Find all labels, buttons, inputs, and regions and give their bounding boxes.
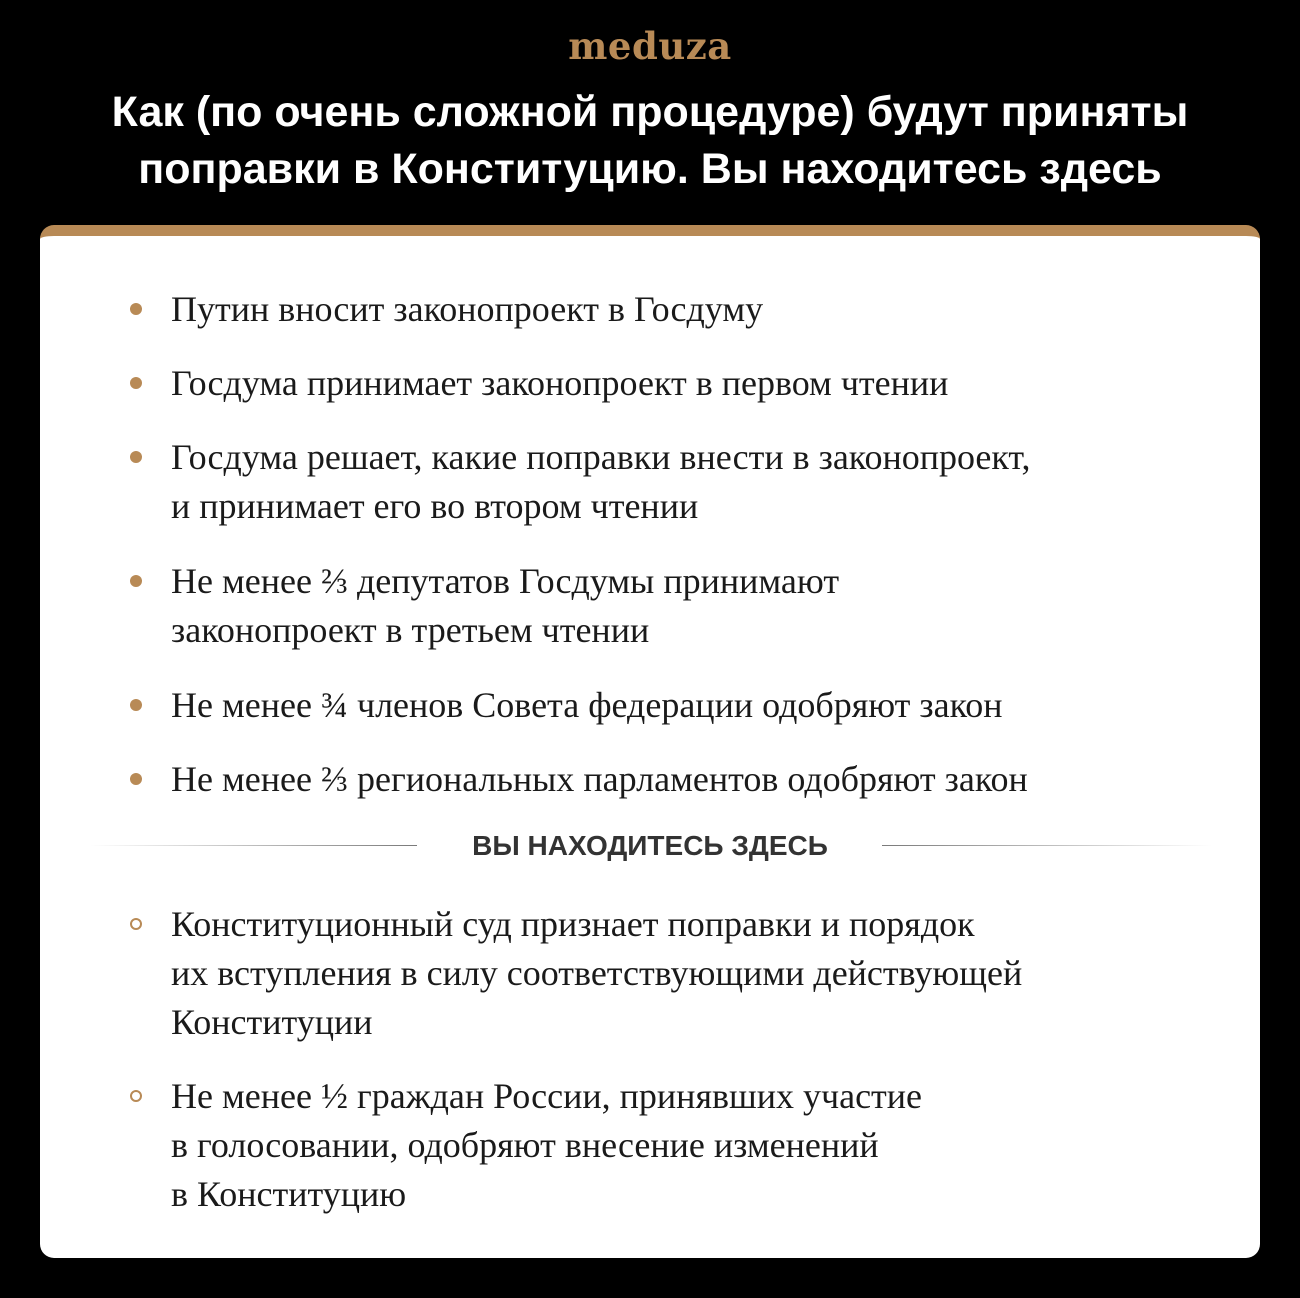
filled-bullet-icon — [130, 451, 142, 463]
divider-line-right — [882, 845, 1212, 846]
step-text: Госдума принимает законопроект в первом чтении — [171, 363, 949, 403]
step-text: Не менее ⅔ региональных парламентов одобряют закон — [171, 759, 1028, 799]
meduza-logo: meduza — [568, 24, 732, 68]
step-text: Не менее ⅔ депутатов Госдумы принимают законопроект в третьем чтении — [171, 561, 840, 650]
step-text: Госдума решает, какие поправки внести в законопроект, и принимает его во втором чтении — [171, 437, 1031, 526]
step-text: Не менее ½ граждан России, принявших участие в голосовании, одобряют внесение изменений в Конституцию — [171, 1076, 923, 1214]
step-text: Конституционный суд признает поправки и порядок их вступления в силу соответствующими действующей Конституции — [171, 904, 1023, 1042]
you-are-here-divider — [40, 826, 1260, 866]
headline-line-1: Как (по очень сложной процедуре) будут приняты — [111, 88, 1189, 136]
hollow-bullet-icon — [130, 1090, 142, 1102]
steps-card — [40, 225, 1260, 1258]
headline — [0, 84, 1300, 198]
step-text: Путин вносит законопроект в Госдуму — [171, 289, 764, 329]
divider-line-left — [90, 845, 417, 846]
filled-bullet-icon — [130, 377, 142, 389]
filled-bullet-icon — [130, 699, 142, 711]
step-text: Не менее ¾ членов Совета федерации одобряют закон — [171, 685, 1003, 725]
hollow-bullet-icon — [130, 918, 142, 930]
headline-line-2: поправки в Конституцию. Вы находитесь здесь — [138, 145, 1162, 193]
filled-bullet-icon — [130, 575, 142, 587]
you-are-here-label: ВЫ НАХОДИТЕСЬ ЗДЕСЬ — [472, 830, 828, 861]
filled-bullet-icon — [130, 773, 142, 785]
filled-bullet-icon — [130, 303, 142, 315]
